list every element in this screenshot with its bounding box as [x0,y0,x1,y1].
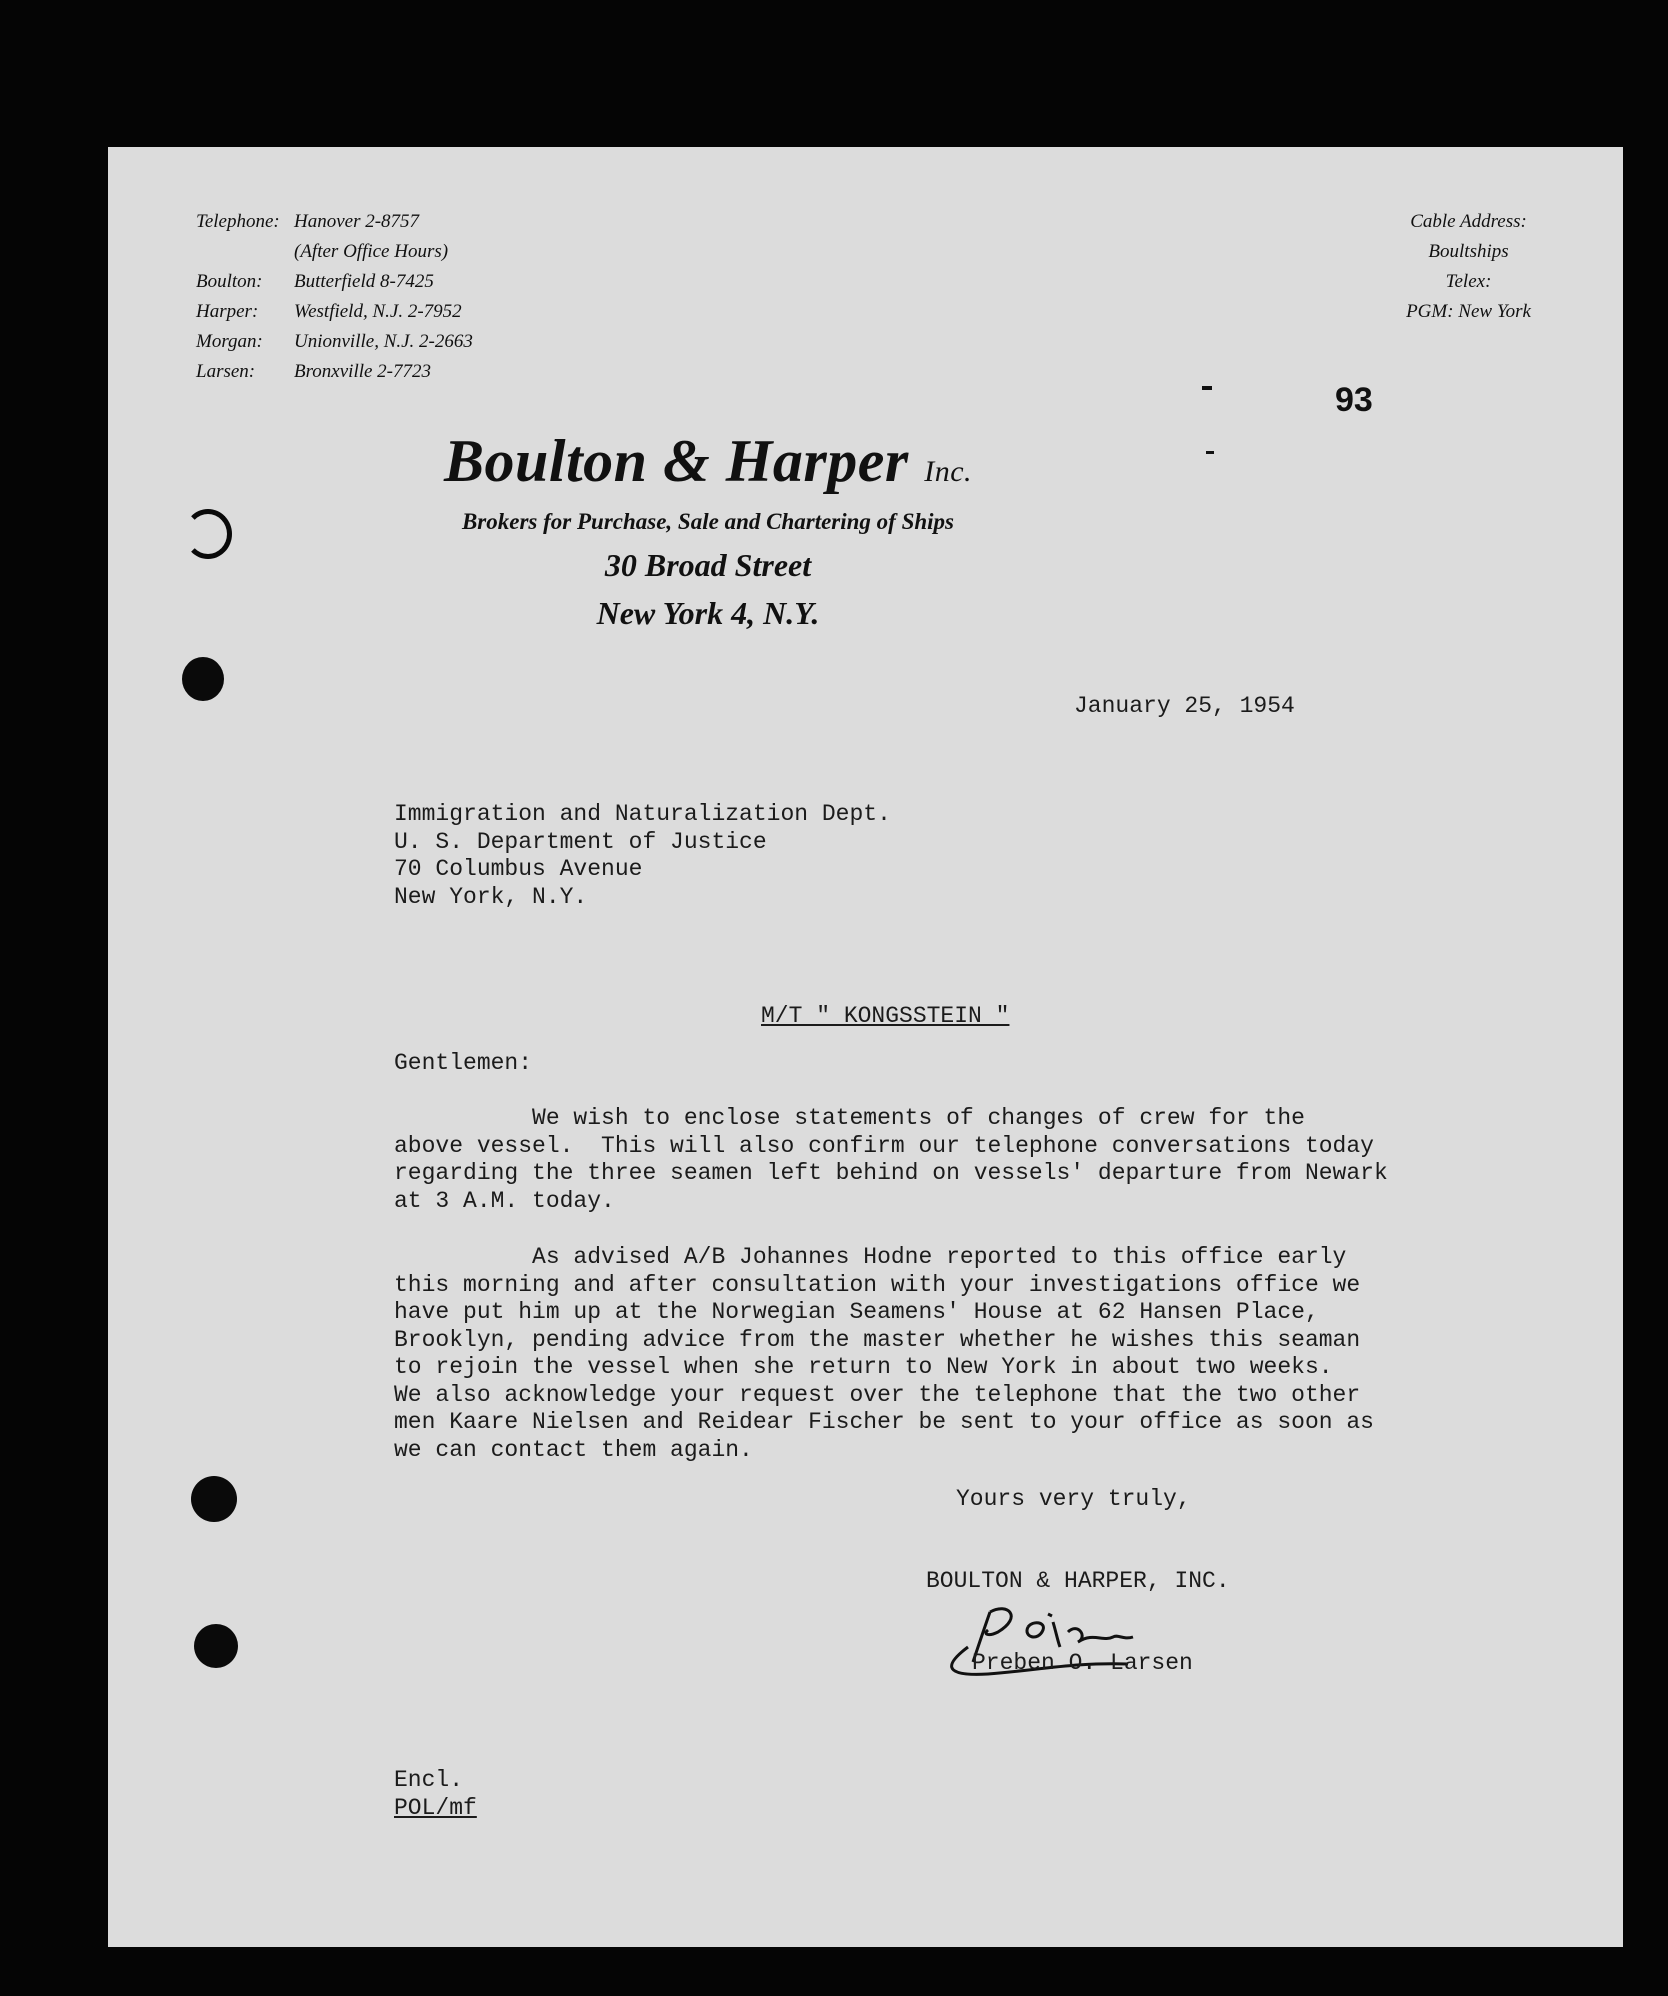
reference-initials: POL/mf [394,1795,477,1821]
telex-value: PGM: New York [1406,301,1531,322]
firm-suffix: Inc. [924,455,973,488]
contact-label [196,237,294,267]
body-paragraph-1: We wish to enclose statements of changes of crew for the above vessel. This will also confirm our telephone conversations today regarding the three seamen left behind on vessels' departure from Newark at 3 A.M. today. [394,1105,1388,1214]
contact-value: Bronxville 2-7723 [294,361,432,382]
telex-label: Telex: [1445,271,1492,292]
letter-page [108,147,1623,1947]
contact-row [196,297,473,327]
contact-row [196,327,473,357]
page-number: 93 [1335,381,1373,419]
body-paragraph-2: As advised A/B Johannes Hodne reported to this office early this morning and after consultation with your investigations office we have put him up at the Norwegian Seamens' House at 62 Hansen Place, Brooklyn, pending advice from the master whether he wishes this seaman to rejoin the vessel when she return to New York in about two weeks. We also acknowledge your request over the telephone that the two other men Kaare Nielsen and Reidear Fischer be sent to your office as soon as we can contact them again. [394,1244,1374,1463]
punch-hole [184,509,232,559]
contact-label: Morgan: [196,331,263,352]
letter-date: January 25, 1954 [1074,693,1295,719]
signer-name: Preben O. Larsen [972,1650,1193,1676]
punch-hole [194,1624,238,1668]
recipient-address: Immigration and Naturalization Dept. U. S. Department of Justice 70 Columbus Avenue New York, N.Y. [394,801,891,910]
cable-label: Cable Address: [1410,211,1527,232]
contact-value: Hanover 2-8757 [294,211,420,232]
enclosure-note: Encl. [394,1767,464,1793]
complimentary-close: Yours very truly, [956,1486,1191,1512]
firm-tagline: Brokers for Purchase, Sale and Chartering of Ships [461,509,955,534]
cable-address: Boultships [1428,241,1509,262]
firm-address-city: New York 4, N.Y. [596,595,820,631]
firm-name-text: Boulton & Harper [443,428,909,494]
mark-dash [1202,386,1212,390]
contact-label: Telephone: [196,211,280,232]
firm-address-street: 30 Broad Street [604,547,812,583]
contact-row [196,357,473,387]
contact-value: Unionville, N.J. 2-2663 [294,331,473,352]
punch-hole [182,657,224,701]
contact-label: Harper: [196,301,259,322]
contact-value: (After Office Hours) [294,241,449,262]
subject-line: M/T " KONGSSTEIN " [761,1003,1010,1029]
contact-value: Westfield, N.J. 2-7952 [294,301,462,322]
salutation: Gentlemen: [394,1050,533,1076]
firm-name [108,427,1308,496]
contact-value: Butterfield 8-7425 [294,271,434,292]
contact-row [196,237,473,267]
letterhead-contacts [196,207,473,387]
company-signature-block: BOULTON & HARPER, INC. [926,1568,1230,1594]
contact-row [196,207,473,237]
contact-label: Larsen: [196,361,256,382]
contact-row [196,267,473,297]
punch-hole [191,1476,237,1522]
contact-label: Boulton: [196,271,263,292]
letterhead-cable [1406,207,1531,327]
